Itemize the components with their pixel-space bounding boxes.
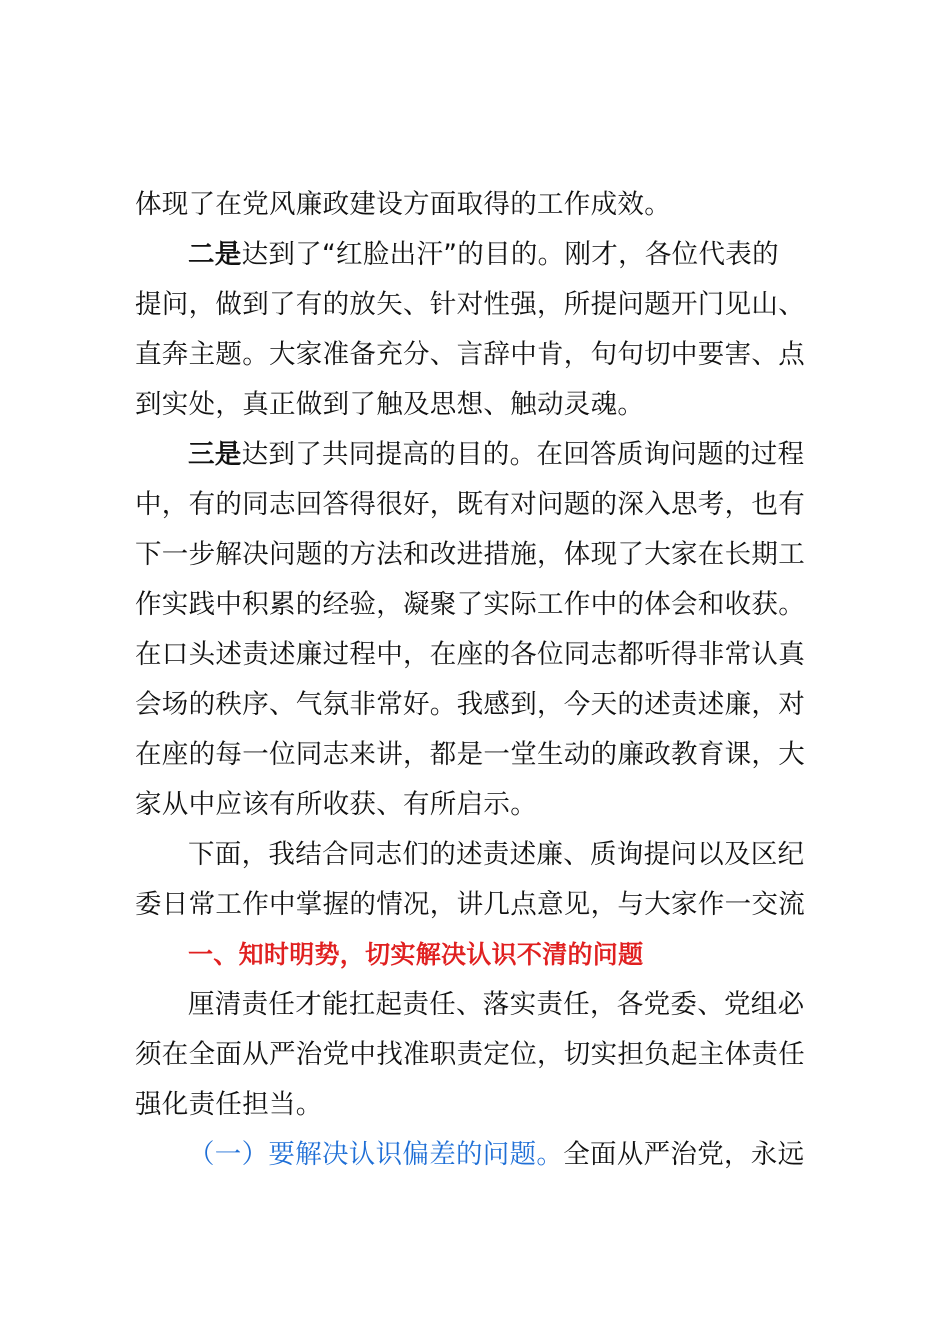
paragraph-1 [135,180,835,230]
paragraph-line: 在座的每一位同志来讲，都是一堂生动的廉政教育课，大 [135,739,805,770]
section-heading-1 [135,930,835,980]
paragraph-line: 强化责任担当。 [135,1089,323,1120]
paragraph-5 [135,980,835,1130]
paragraph-text: 达到了“红脸出汗”的目的。刚才，各位代表的 [241,239,779,270]
paragraph-line: 厘清责任才能扛起责任、落实责任，各党委、党组必 [188,989,805,1020]
subsection-heading: （一）要解决认识偏差的问题。 [188,1139,564,1170]
paragraph-line: 在口头述责述廉过程中，在座的各位同志都听得非常认真 [135,639,805,670]
paragraph-line: 委日常工作中掌握的情况，讲几点意见，与大家作一交流 [135,889,805,920]
paragraph-line: 下面，我结合同志们的述责述廉、质询提问以及区纪 [188,839,805,870]
paragraph-line: 中，有的同志回答得很好，既有对问题的深入思考，也有 [135,489,805,520]
paragraph-2 [135,230,835,430]
paragraph-6 [135,1130,835,1180]
paragraph-3 [135,430,835,830]
paragraph-text: 全面从严治党，永远 [563,1139,805,1170]
paragraph-line: 直奔主题。大家准备充分、言辞中肯，句句切中要害、点 [135,339,805,370]
paragraph-line: 下一步解决问题的方法和改进措施，体现了大家在长期工 [135,539,805,570]
section-heading-text: 一、知时明势，切实解决认识不清的问题 [188,940,644,969]
paragraph-line: 会场的秩序、气氛非常好。我感到，今天的述责述廉，对 [135,689,805,720]
bold-lead: 二是 [188,239,242,270]
paragraph-4 [135,830,835,930]
document-body [135,180,835,1180]
paragraph-line: 到实处，真正做到了触及思想、触动灵魂。 [135,389,645,420]
paragraph-line [135,230,835,280]
paragraph-line: 提问，做到了有的放矢、针对性强，所提问题开门见山、 [135,289,805,320]
paragraph-line [135,430,835,480]
paragraph-line [135,1130,835,1180]
paragraph-line: 须在全面从严治党中找准职责定位，切实担负起主体责任 [135,1039,805,1070]
paragraph-text: 达到了共同提高的目的。在回答质询问题的过程 [241,439,805,470]
bold-lead: 三是 [188,439,242,470]
paragraph-line: 家从中应该有所收获、有所启示。 [135,789,537,820]
paragraph-line: 作实践中积累的经验，凝聚了实际工作中的体会和收获。 [135,589,805,620]
paragraph-line: 体现了在党风廉政建设方面取得的工作成效。 [135,189,671,220]
